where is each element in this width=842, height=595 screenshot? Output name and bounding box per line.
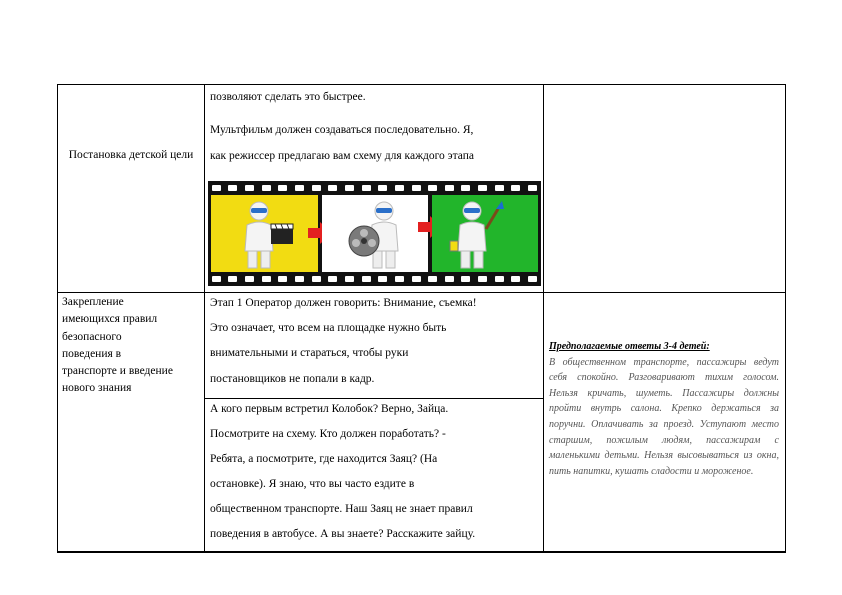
paintbrush-frame	[432, 195, 538, 272]
stage1-line-1: Этап 1 Оператор должен говорить: Внимание, съемка!	[210, 297, 477, 309]
consolidation-label-line-4: поведения в	[62, 348, 122, 360]
operator-paintbrush-icon	[432, 195, 538, 272]
table-border-right	[785, 84, 786, 552]
goal-setting-label: Постановка детской цели	[68, 149, 194, 161]
consolidation-label-line-6: нового знания	[62, 382, 132, 394]
table-col-divider-2	[543, 84, 544, 552]
expected-answers-heading: Предполагаемые ответы 3-4 детей:	[549, 341, 710, 352]
row1-text-line-2: Мультфильм должен создаваться последовательно. Я,	[210, 124, 474, 136]
film-reel-frame	[322, 195, 428, 272]
film-perforations-bottom	[208, 274, 541, 284]
table-border-left	[57, 84, 58, 552]
consolidation-label-line-1: Закрепление	[62, 296, 124, 308]
film-perforations-top	[208, 183, 541, 193]
expected-answers	[549, 339, 779, 479]
consolidation-label-line-2: имеющихся правил	[62, 313, 158, 325]
kolobok-line-6: поведения в автобусе. А вы знаете? Расскажите зайцу.	[210, 528, 476, 540]
kolobok-line-3: Ребята, а посмотрите, где находится Заяц? (На	[210, 453, 438, 465]
operator-film-reel-icon	[322, 195, 428, 272]
kolobok-line-5: общественном транспорте. Наш Заяц не знает правил	[210, 503, 473, 515]
table-border-top	[57, 84, 786, 85]
expected-answers-text: В общественном транспорте, пассажиры ведут себя спокойно. Разговаривают тихим голосом. Нельзя кричать, шуметь. Пассажиры должны пройти внутрь салона. Крепко держаться за поручни. Оплачивать за проезд. Уступают место старшим, пожилым людям, пассажирам с маленькими детьми. Нельзя высовываться из окна, пить напитки, кушать сладости и мороженое.	[549, 356, 779, 477]
stage1-line-4: постановщиков не попали в кадр.	[210, 373, 375, 385]
stage1-line-2: Это означает, что всем на площадке нужно быть	[210, 322, 447, 334]
consolidation-label-line-3: безопасного	[62, 331, 122, 343]
stage1-line-3: внимательными и стараться, чтобы руки	[210, 347, 409, 359]
table-col-divider-1	[204, 84, 205, 552]
operator-clapperboard-icon	[211, 195, 318, 272]
clapperboard-frame	[211, 195, 318, 272]
table-border-bottom	[57, 551, 786, 553]
kolobok-line-2: Посмотрите на схему. Кто должен поработать? -	[210, 428, 446, 440]
kolobok-line-4: остановке). Я знаю, что вы часто ездите в	[210, 478, 415, 490]
kolobok-line-1: А кого первым встретил Колобок? Верно, Зайца.	[210, 403, 449, 415]
row1-text-line-1: позволяют сделать это быстрее.	[210, 91, 366, 103]
row1-text-line-3: как режиссер предлагаю вам схему для каждого этапа	[210, 150, 474, 162]
filmstrip-image	[208, 181, 541, 286]
consolidation-label-line-5: транспорте и введение	[62, 365, 173, 377]
